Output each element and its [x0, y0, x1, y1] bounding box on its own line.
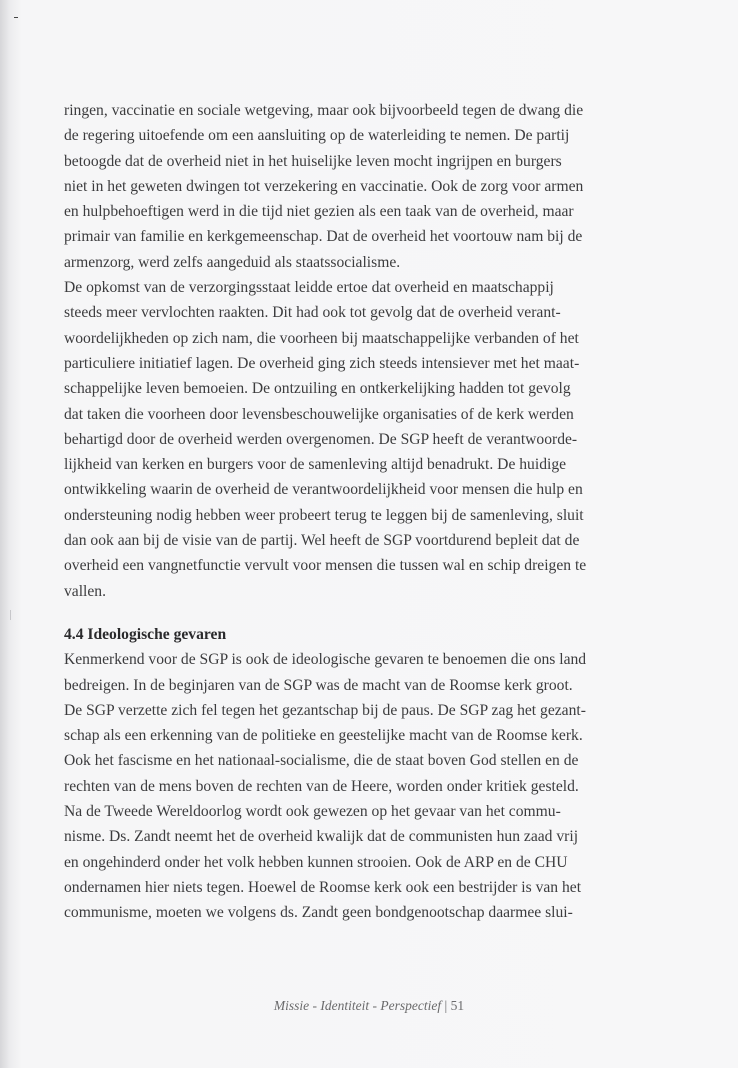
- page-body: [64, 98, 654, 926]
- text-line: dat taken die voorheen door levensbeschouwelijke organisaties of de kerk werden: [64, 405, 574, 423]
- text-line: rechten van de mens boven de rechten van de Heere, worden onder kritiek gesteld.: [64, 777, 579, 795]
- paragraph-1: [64, 98, 654, 275]
- margin-tick: [10, 610, 11, 620]
- text-line: ringen, vaccinatie en sociale wetgeving, maar ook bijvoorbeeld tegen de dwang die: [64, 102, 584, 119]
- text-line: nisme. Ds. Zandt neemt het de overheid kwalijk dat de communisten hun zaad vrij: [64, 828, 579, 846]
- footer-series-title: Missie - Identiteit - Perspectief: [273, 998, 442, 1013]
- text-line: woordelijkheden op zich nam, die voorheen bij maatschappelijke verbanden of het: [64, 329, 579, 347]
- paragraph-2: [64, 275, 654, 604]
- text-line: lijkheid van kerken en burgers voor de samenleving altijd benadrukt. De huidige: [64, 456, 567, 474]
- text-line: en ongehinderd onder het volk hebben kunnen strooien. Ook de ARP en de CHU: [64, 853, 568, 871]
- text-line: De opkomst van de verzorgingsstaat leidde ertoe dat overheid en maatschappij: [64, 279, 554, 297]
- text-line: Ook het fascisme en het nationaal-socialisme, die de staat boven God stellen en de: [64, 752, 579, 770]
- page-footer: [0, 998, 738, 1014]
- section-gap: [64, 604, 654, 622]
- text-line: De SGP verzette zich fel tegen het gezantschap bij de paus. De SGP zag het gezant-: [64, 701, 586, 719]
- text-line: steeds meer vervlochten raakten. Dit had ook tot gevolg dat de overheid verant-: [64, 304, 561, 322]
- text-line: ondersteuning nodig hebben weer probeert terug te leggen bij de samenleving, sluit: [64, 506, 584, 524]
- text-line: communisme, moeten we volgens ds. Zandt geen bondgenootschap daarmee slui-: [64, 904, 573, 922]
- text-line: dan ook aan bij de visie van de partij. Wel heeft de SGP voortdurend bepleit dat de: [64, 532, 580, 550]
- text-line: vallen.: [64, 582, 106, 600]
- text-line: armenzorg, werd zelfs aangeduid als staatssocialisme.: [64, 253, 401, 271]
- text-line: Na de Tweede Wereldoorlog wordt ook gewezen op het gevaar van het commu-: [64, 803, 561, 821]
- text-line: behartigd door de overheid werden overgenomen. De SGP heeft de verantwoorde-: [64, 430, 578, 448]
- section-heading: 4.4 Ideologische gevaren: [64, 625, 227, 643]
- paragraph-3: [64, 647, 654, 925]
- text-line: Kenmerkend voor de SGP is ook de ideologische gevaren te benoemen die ons land: [64, 651, 587, 669]
- text-line: schap als een erkenning van de politieke en geestelijke macht van de Roomse kerk.: [64, 727, 583, 745]
- edge-mark: [14, 17, 18, 18]
- text-line: schappelijke leven bemoeien. De ontzuiling en ontkerkelijking hadden tot gevolg: [64, 380, 571, 398]
- text-line: ondernamen hier niets tegen. Hoewel de Roomse kerk ook een bestrijder is van het: [64, 878, 582, 896]
- text-line: overheid een vangnetfunctie vervult voor mensen die tussen wal en schip dreigen te: [64, 557, 587, 575]
- page-number: 51: [450, 998, 465, 1013]
- text-line: betoogde dat de overheid niet in het huiselijke leven mocht ingrijpen en burgers: [64, 152, 562, 170]
- text-line: bedreigen. In de beginjaren van de SGP was de macht van de Roomse kerk groot.: [64, 676, 573, 694]
- text-line: primair van familie en kerkgemeenschap. Dat de overheid het voortouw nam bij de: [64, 228, 583, 246]
- text-line: de regering uitoefende om een aansluiting op de waterleiding te nemen. De partij: [64, 127, 570, 145]
- text-line: niet in het geweten dwingen tot verzekering en vaccinatie. Ook de zorg voor armen: [64, 177, 584, 195]
- footer-separator: |: [444, 998, 448, 1013]
- text-line: particuliere initiatief lagen. De overheid ging zich steeds intensiever met het maat-: [64, 354, 580, 372]
- text-line: ontwikkeling waarin de overheid de verantwoordelijkheid voor mensen die hulp en: [64, 481, 583, 499]
- text-line: en hulpbehoeftigen werd in die tijd niet gezien als een taak van de overheid, maar: [64, 203, 574, 221]
